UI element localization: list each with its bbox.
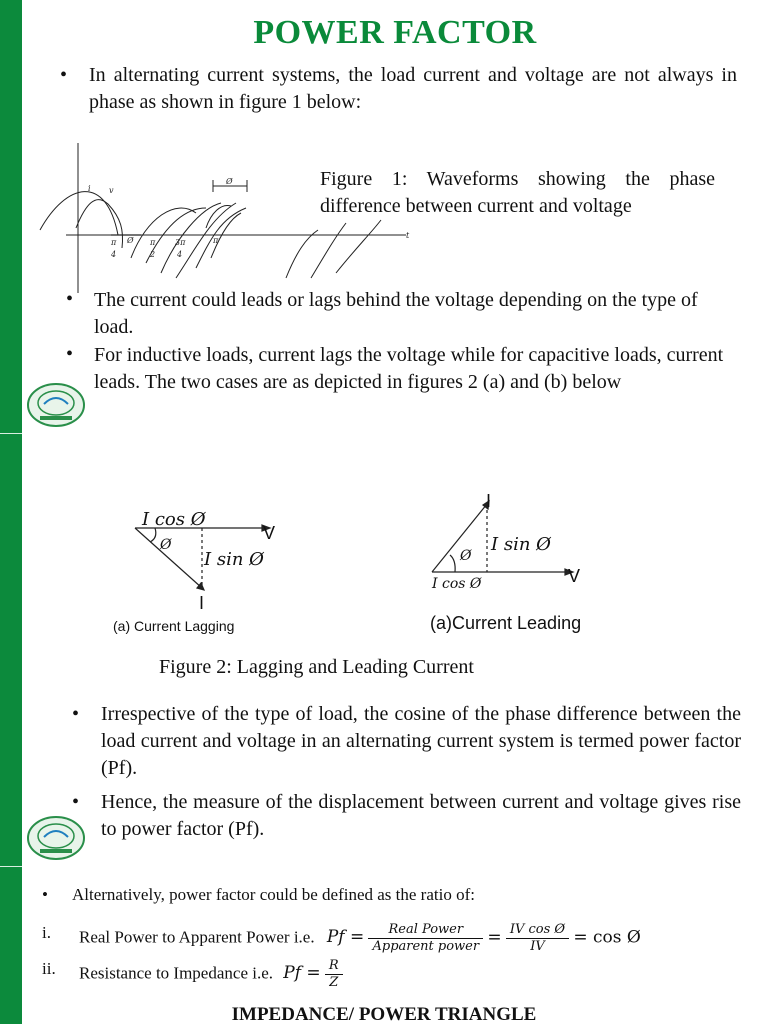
phi-label: Ø (226, 177, 233, 186)
pi34-num: 3π (175, 238, 186, 247)
left-accent-bar (0, 0, 22, 1024)
item-i-number: i. (42, 923, 51, 942)
figure2-caption: Figure 2: Lagging and Leading Current (159, 656, 474, 678)
institution-logo (26, 815, 86, 861)
pi4-num: π (111, 238, 117, 247)
page-title: POWER FACTOR (253, 14, 537, 51)
item-i-row (79, 922, 641, 955)
bullet-text: Hence, the measure of the displacement between current and voltage gives rise to power factor (Pf). (101, 791, 741, 840)
frac-denominator: IV (530, 939, 545, 954)
phasor-diagrams (100, 490, 620, 615)
real-over-apparent (368, 922, 483, 955)
lag-isin-label: I sin Ø (204, 549, 264, 570)
lead-isin-label: I sin Ø (491, 534, 551, 555)
bullet-text: For inductive loads, current lags the voltage while for capacitive loads, current leads. The two cases are as depicted in figures 2 (a) and (b) below (94, 344, 724, 393)
lead-v-label: V (568, 566, 581, 586)
bar-divider (0, 433, 22, 434)
lag-v-label: V (263, 523, 276, 543)
frac-numerator: IV cos Ø (506, 922, 569, 939)
frac-denominator: Z (329, 975, 339, 990)
lead-i-label: I (486, 491, 492, 511)
figure1-caption: Figure 1: Waveforms showing the phase difference between current and voltage (320, 168, 715, 217)
lead-icos-label: I cos Ø (432, 576, 482, 592)
item-ii-number: ii. (42, 959, 56, 978)
current-label: i (88, 184, 91, 193)
item-ii-row (79, 958, 343, 991)
pi2-den: 2 (150, 250, 156, 259)
bullet-text: Irrespective of the type of load, the cosine of the phase difference between the load current and voltage in an alternating current system is termed power factor (Pf). (101, 703, 741, 779)
institution-logo (26, 382, 86, 428)
pi2-num: π (150, 238, 156, 247)
item-i-text: Real Power to Apparent Power i.e. (79, 927, 315, 947)
item-i-result: = cos Ø (573, 927, 641, 948)
bullet-dot: • (66, 288, 74, 310)
r-over-z (325, 958, 343, 991)
equals: = (487, 927, 502, 948)
bullet-dot: • (60, 64, 68, 86)
voltage-wave (40, 192, 118, 235)
frac-denominator: Apparent power (372, 939, 480, 954)
item-ii-text: Resistance to Impedance i.e. (79, 963, 274, 983)
item-ii-pf: Pf = (283, 963, 321, 984)
lag-caption: (a) Current Lagging (113, 618, 235, 634)
bullet-dot: • (72, 791, 80, 813)
bar-divider (0, 866, 22, 867)
lag-phi-label: Ø (160, 537, 172, 553)
lag-icos-label: I cos Ø (142, 509, 206, 530)
bullet-text: The current could leads or lags behind the voltage depending on the type of load. (94, 289, 698, 338)
pi-label: π (213, 236, 219, 245)
pi34-den: 4 (177, 250, 183, 259)
bullet-dot: • (66, 343, 74, 365)
ivcos-over-iv (506, 922, 569, 955)
lead-phi-label: Ø (460, 548, 472, 564)
section-heading: IMPEDANCE/ POWER TRIANGLE (231, 1004, 537, 1025)
lead-caption: (a)Current Leading (430, 613, 582, 633)
phi-label-2: Ø (127, 236, 134, 245)
bullet-dot: • (72, 703, 80, 725)
t-label: t (406, 231, 410, 240)
frac-numerator: Real Power (368, 922, 483, 939)
definitions-intro: Alternatively, power factor could be defined as the ratio of: (72, 885, 475, 904)
pi4-den: 4 (111, 250, 117, 259)
bullet-text: In alternating current systems, the load current and voltage are not always in phase as shown in figure 1 below: (89, 64, 737, 113)
bullet-dot: • (42, 885, 48, 904)
frac-numerator: R (325, 958, 343, 975)
lag-i-label: I (199, 593, 205, 613)
voltage-label: v (109, 186, 114, 195)
item-i-pf: Pf = (326, 927, 365, 948)
